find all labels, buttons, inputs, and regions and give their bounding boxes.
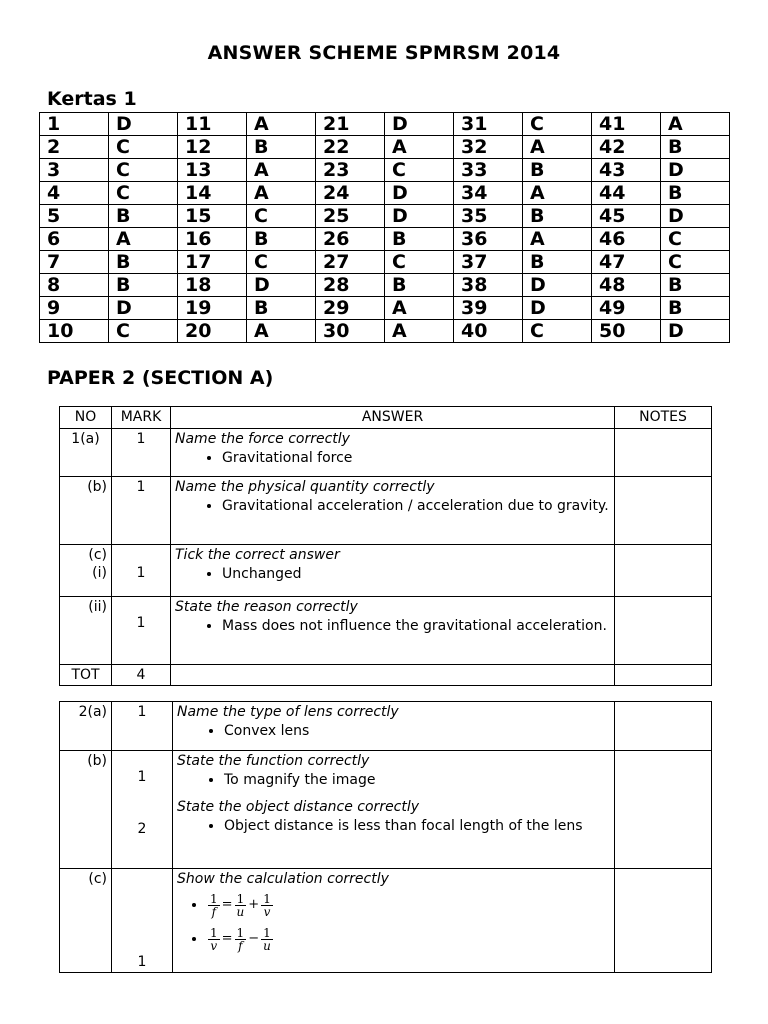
answer-letter-cell: A (385, 136, 454, 159)
page-title: ANSWER SCHEME SPMRSM 2014 (207, 42, 561, 64)
question-number-cell: 17 (178, 251, 247, 274)
question-number-cell: 44 (592, 182, 661, 205)
fraction: • $\frac{1}{v}$ (210, 925, 218, 953)
answer-point: • Object distance is less than focal length of the lens (224, 816, 610, 836)
answer-letter-cell: C (523, 320, 592, 343)
question-number-cell: 33 (454, 159, 523, 182)
answer-letter-cell: D (523, 274, 592, 297)
question-number-cell: 23 (316, 159, 385, 182)
answer-letter-cell: A (385, 297, 454, 320)
answer-letter-cell: B (661, 182, 730, 205)
answer-letter-cell: A (247, 113, 316, 136)
answer-cell (171, 665, 615, 686)
question-number-cell: 50 (592, 320, 661, 343)
notes-cell (615, 545, 712, 597)
mark-value: 1 (137, 769, 147, 785)
question-number-cell: 5 (40, 205, 109, 228)
question-number-cell: 10 (40, 320, 109, 343)
answer-cell (173, 702, 615, 751)
table-row (40, 297, 730, 320)
question-number-cell: 14 (178, 182, 247, 205)
answer-cell (171, 545, 615, 597)
answer-point: • Unchanged (222, 564, 610, 584)
question-number-cell: 4 (40, 182, 109, 205)
answer-letter-cell: B (385, 274, 454, 297)
question-no-sub: (i) (92, 565, 107, 581)
fraction: $\frac{1}{v}$ (263, 891, 271, 919)
kertas1-answer-table (39, 112, 730, 343)
question-number-cell: 8 (40, 274, 109, 297)
answer-letter-cell: B (385, 228, 454, 251)
answer-letter-cell: B (247, 228, 316, 251)
question-number-cell: 38 (454, 274, 523, 297)
header-notes: NOTES (615, 407, 712, 429)
mark (112, 545, 171, 597)
question-number-cell: 31 (454, 113, 523, 136)
header-no: NO (60, 407, 112, 429)
notes-cell (615, 751, 712, 869)
answer-letter-cell: D (109, 297, 178, 320)
answer-letter-cell: A (523, 182, 592, 205)
answer-letter-cell: C (109, 320, 178, 343)
table-row (40, 159, 730, 182)
answer-letter-cell: B (661, 136, 730, 159)
header-mark: MARK (112, 407, 171, 429)
answer-cell (171, 597, 615, 665)
marking-guide: State the object distance correctly (177, 799, 420, 815)
notes-cell (615, 597, 712, 665)
mark (112, 751, 173, 869)
notes-cell (615, 869, 712, 973)
mark-value: 2 (137, 821, 147, 837)
answer-letter-cell: A (247, 320, 316, 343)
question-number-cell: 22 (316, 136, 385, 159)
question-number-cell: 32 (454, 136, 523, 159)
question-number-cell: 29 (316, 297, 385, 320)
table-row (40, 113, 730, 136)
question-number-cell: 18 (178, 274, 247, 297)
answer-point: • To magnify the image (224, 770, 610, 790)
fraction: $\frac{1}{u}$ (263, 925, 271, 953)
marking-guide: Name the force correctly (175, 431, 350, 447)
total-mark: 4 (112, 665, 171, 686)
table-row (40, 251, 730, 274)
answer-letter-cell: B (523, 159, 592, 182)
answer-letter-cell: A (247, 182, 316, 205)
answer-letter-cell: D (385, 113, 454, 136)
answer-letter-cell: C (661, 228, 730, 251)
question-no-main: (c) (88, 547, 107, 563)
question-number-cell: 42 (592, 136, 661, 159)
mark: 1 (112, 702, 173, 751)
mark-value: 1 (136, 615, 146, 631)
question-number-cell: 11 (178, 113, 247, 136)
marking-guide: State the function correctly (177, 753, 370, 769)
header-row (60, 407, 712, 429)
q1-answer-table (59, 406, 712, 686)
answer-letter-cell: B (523, 205, 592, 228)
question-number-cell: 15 (178, 205, 247, 228)
notes-cell (615, 702, 712, 751)
paper2-heading: PAPER 2 (SECTION A) (47, 367, 274, 389)
table-row (40, 228, 730, 251)
answer-point: • Mass does not influence the gravitational acceleration. (222, 616, 610, 636)
marking-guide: Show the calculation correctly (177, 871, 389, 887)
question-number-cell: 36 (454, 228, 523, 251)
question-no: (b) (60, 751, 112, 869)
header-answer: ANSWER (171, 407, 615, 429)
answer-letter-cell: D (247, 274, 316, 297)
kertas1-heading: Kertas 1 (47, 88, 137, 110)
marking-guide: Name the physical quantity correctly (175, 479, 435, 495)
answer-letter-cell: A (385, 320, 454, 343)
question-number-cell: 27 (316, 251, 385, 274)
fraction: • $\frac{1}{f}$ (210, 891, 218, 919)
question-number-cell: 43 (592, 159, 661, 182)
answer-letter-cell: C (385, 159, 454, 182)
mark: 1 (112, 869, 173, 973)
question-number-cell: 7 (40, 251, 109, 274)
question-number-cell: 1 (40, 113, 109, 136)
marking-guide: Tick the correct answer (175, 547, 340, 563)
question-number-cell: 9 (40, 297, 109, 320)
answer-letter-cell: C (385, 251, 454, 274)
answer-letter-cell: D (523, 297, 592, 320)
question-number-cell: 6 (40, 228, 109, 251)
answer-letter-cell: A (661, 113, 730, 136)
fraction: $\frac{1}{u}$ (236, 891, 245, 919)
question-number-cell: 35 (454, 205, 523, 228)
answer-letter-cell: C (523, 113, 592, 136)
formula-rearranged: • $\frac{1}{v}$ = $\frac{1}{f}$ − $\frac{1}{u}$ (207, 922, 610, 956)
mark: 1 (112, 477, 171, 545)
question-no: (b) (60, 477, 112, 545)
answer-cell (173, 869, 615, 973)
answer-cell (171, 429, 615, 477)
mark: 1 (112, 429, 171, 477)
question-number-cell: 45 (592, 205, 661, 228)
formula-lens-equation: • $\frac{1}{f}$ = $\frac{1}{u}$ + $\frac{1}{v}$ (207, 888, 610, 922)
answer-letter-cell: B (661, 297, 730, 320)
question-number-cell: 46 (592, 228, 661, 251)
question-number-cell: 34 (454, 182, 523, 205)
question-number-cell: 41 (592, 113, 661, 136)
table-row (60, 477, 712, 545)
answer-letter-cell: D (385, 205, 454, 228)
answer-letter-cell: B (247, 297, 316, 320)
table-row (60, 429, 712, 477)
answer-letter-cell: A (247, 159, 316, 182)
answer-letter-cell: D (661, 320, 730, 343)
q2-answer-table (59, 701, 712, 973)
table-row (40, 205, 730, 228)
table-row (40, 182, 730, 205)
answer-letter-cell: B (247, 136, 316, 159)
table-row (60, 702, 712, 751)
notes-cell (615, 429, 712, 477)
question-no (60, 545, 112, 597)
question-number-cell: 19 (178, 297, 247, 320)
answer-letter-cell: D (661, 159, 730, 182)
question-number-cell: 24 (316, 182, 385, 205)
answer-letter-cell: D (661, 205, 730, 228)
answer-letter-cell: C (661, 251, 730, 274)
question-number-cell: 26 (316, 228, 385, 251)
answer-cell (173, 751, 615, 869)
answer-point: • Gravitational force (222, 448, 610, 468)
answer-letter-cell: C (247, 205, 316, 228)
table-row (60, 751, 712, 869)
mark (112, 597, 171, 665)
question-number-cell: 37 (454, 251, 523, 274)
fraction: $\frac{1}{f}$ (236, 925, 245, 953)
answer-letter-cell: B (109, 251, 178, 274)
question-number-cell: 39 (454, 297, 523, 320)
question-number-cell: 12 (178, 136, 247, 159)
question-no: 2(a) (60, 702, 112, 751)
answer-letter-cell: B (661, 274, 730, 297)
question-number-cell: 20 (178, 320, 247, 343)
answer-letter-cell: C (109, 182, 178, 205)
question-number-cell: 49 (592, 297, 661, 320)
question-number-cell: 21 (316, 113, 385, 136)
answer-letter-cell: A (109, 228, 178, 251)
total-row (60, 665, 712, 686)
table-row (60, 545, 712, 597)
question-number-cell: 16 (178, 228, 247, 251)
answer-letter-cell: D (385, 182, 454, 205)
table-row (40, 320, 730, 343)
answer-cell (171, 477, 615, 545)
answer-letter-cell: B (523, 251, 592, 274)
question-number-cell: 28 (316, 274, 385, 297)
question-number-cell: 47 (592, 251, 661, 274)
marking-guide: State the reason correctly (175, 599, 358, 615)
question-number-cell: 25 (316, 205, 385, 228)
question-no: (ii) (60, 597, 112, 665)
question-number-cell: 40 (454, 320, 523, 343)
answer-letter-cell: A (523, 228, 592, 251)
question-number-cell: 30 (316, 320, 385, 343)
marking-guide: Name the type of lens correctly (177, 704, 399, 720)
answer-letter-cell: A (523, 136, 592, 159)
answer-letter-cell: B (109, 274, 178, 297)
table-row (60, 597, 712, 665)
answer-letter-cell: C (109, 136, 178, 159)
mark-value: 1 (136, 565, 146, 581)
notes-cell (615, 665, 712, 686)
question-number-cell: 48 (592, 274, 661, 297)
question-no: 1(a) (60, 429, 112, 477)
question-no: (c) (60, 869, 112, 973)
answer-point: • Convex lens (224, 721, 610, 741)
table-row (60, 869, 712, 973)
answer-point: • Gravitational acceleration / acceleration due to gravity. (222, 496, 610, 516)
table-row (40, 136, 730, 159)
answer-letter-cell: C (247, 251, 316, 274)
total-label: TOT (60, 665, 112, 686)
answer-letter-cell: C (109, 159, 178, 182)
question-number-cell: 2 (40, 136, 109, 159)
answer-letter-cell: B (109, 205, 178, 228)
table-row (40, 274, 730, 297)
notes-cell (615, 477, 712, 545)
question-number-cell: 3 (40, 159, 109, 182)
question-number-cell: 13 (178, 159, 247, 182)
answer-letter-cell: D (109, 113, 178, 136)
